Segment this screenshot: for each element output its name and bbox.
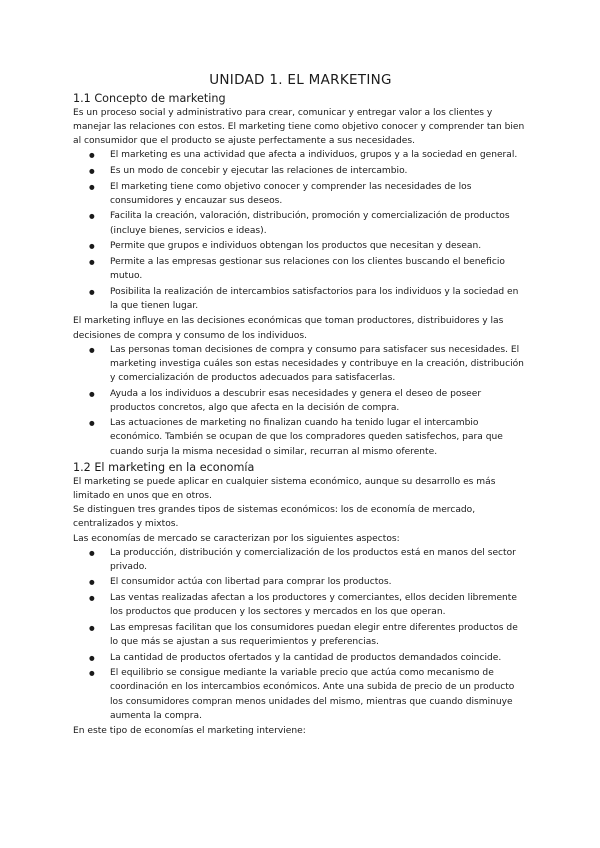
list-item: ● La producción, distribución y comercialización de los productos está en manos del sector privado. xyxy=(110,546,528,574)
list-item: ● Las ventas realizadas afectan a los productores y comerciantes, ellos deciden libremente los productos que producen y los sectores y mercados en los que operan. xyxy=(110,591,528,619)
list-item: ● Posibilita la realización de intercambios satisfactorios para los individuos y la sociedad en la que tienen lugar. xyxy=(110,285,528,313)
section-heading-1-1: 1.1 Concepto de marketing xyxy=(73,92,226,105)
paragraph: Se distinguen tres grandes tipos de sistemas económicos: los de economía de mercado, centralizados y mixtos. xyxy=(73,505,476,530)
list-item: ● Las empresas facilitan que los consumidores puedan elegir entre diferentes productos de lo que más se ajustan a sus requerimientos y preferencias. xyxy=(110,621,528,649)
list-item: ● Las actuaciones de marketing no finalizan cuando ha tenido lugar el intercambio económico. También se ocupan de que los compradores queden satisfechos, para que cuando surja la misma necesidad o similar, recurran al mismo oferente. xyxy=(110,416,528,458)
list-item: ● Facilita la creación, valoración, distribución, promoción y comercialización de productos (incluye bienes, servicios e ideas). xyxy=(110,209,528,237)
paragraph: El marketing influye en las decisiones económicas que toman productores, distribuidores y las decisiones de compra y consumo de los individuos. xyxy=(73,316,504,341)
document-title: UNIDAD 1. EL MARKETING xyxy=(209,72,392,88)
bullet-list xyxy=(73,148,528,313)
paragraph: Las economías de mercado se caracterizan por los siguientes aspectos: xyxy=(73,533,400,544)
list-item: ● El consumidor actúa con libertad para comprar los productos. xyxy=(110,575,528,589)
paragraph: En este tipo de economías el marketing interviene: xyxy=(73,726,306,737)
list-item: ● El marketing es una actividad que afecta a individuos, grupos y a la sociedad en general. xyxy=(110,148,528,162)
bullet-list xyxy=(73,343,528,459)
list-item: ● Permite a las empresas gestionar sus relaciones con los clientes buscando el beneficio mutuo. xyxy=(110,255,528,283)
list-item: ● La cantidad de productos ofertados y la cantidad de productos demandados coincide. xyxy=(110,651,528,665)
section-heading-1-2: 1.2 El marketing en la economía xyxy=(73,461,255,475)
list-item: ● Permite que grupos e individuos obtengan los productos que necesitan y desean. xyxy=(110,239,528,253)
list-item: ● Es un modo de concebir y ejecutar las relaciones de intercambio. xyxy=(110,164,528,178)
list-item: ● Ayuda a los individuos a descubrir esas necesidades y genera el deseo de poseer productos concretos, algo que afecta en la decisión de compra. xyxy=(110,387,528,415)
bullet-list xyxy=(73,546,528,723)
paragraph: Es un proceso social y administrativo para crear, comunicar y entregar valor a los clientes y manejar las relaciones con estos. El marketing tiene como objetivo conocer y comprender tan bien al consumidor que el producto se ajuste perfectamente a sus necesidades. xyxy=(73,108,525,147)
list-item: ● El equilibrio se consigue mediante la variable precio que actúa como mecanismo de coordinación en los intercambios económicos. Ante una subida de precio de un producto los consumidores compran menos unidades del mismo, mientras que cuando disminuye aumenta la compra. xyxy=(110,666,528,722)
list-item: ● Las personas toman decisiones de compra y consumo para satisfacer sus necesidades. El marketing investiga cuáles son estas necesidades y contribuye en la creación, distribución y comercialización de productos adecuados para satisfacerlas. xyxy=(110,343,528,385)
list-item: ● El marketing tiene como objetivo conocer y comprender las necesidades de los consumidores y encauzar sus deseos. xyxy=(110,180,528,208)
paragraph: El marketing se puede aplicar en cualquier sistema económico, aunque su desarrollo es más limitado en unos que en otros. xyxy=(73,477,496,502)
